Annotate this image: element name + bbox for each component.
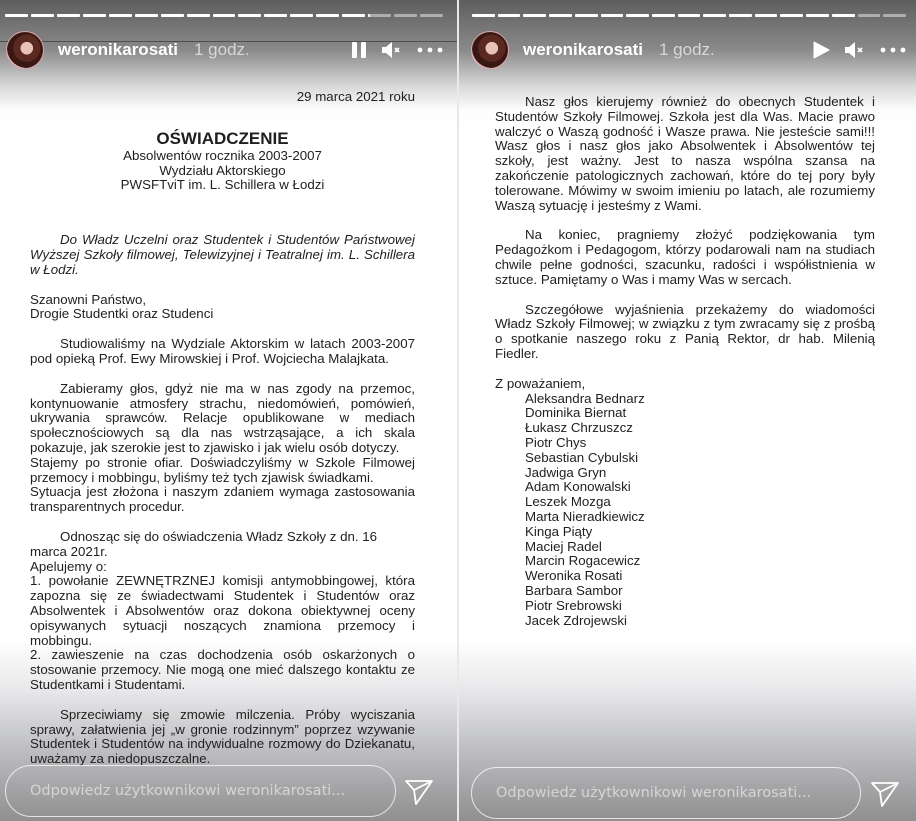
mute-button[interactable] <box>381 41 403 59</box>
progress-segment <box>858 14 881 17</box>
more-options-button[interactable] <box>417 47 443 53</box>
progress-segment <box>420 14 443 17</box>
progress-segment-fill <box>368 14 370 17</box>
progress-segment <box>498 14 521 17</box>
progress-segment-fill <box>601 14 624 17</box>
progress-segment-fill <box>264 14 287 17</box>
story-header <box>471 29 906 71</box>
muted-speaker-icon <box>381 41 403 59</box>
signatory: Łukasz Chrzuszcz <box>525 420 633 436</box>
progress-segment-fill <box>729 14 752 17</box>
signatory: Maciej Radel <box>525 538 602 554</box>
progress-segment <box>626 14 649 17</box>
document-date: 29 marca 2021 roku <box>296 89 415 104</box>
pause-icon <box>351 41 367 59</box>
paragraph: Na koniec, pragniemy złożyć podziękowania tym Pedagożkom i Pedagogom, którzy podarowali nam na studiach chwile pełne godności, szacunku, radości i współistnienia w sztuce. Pamiętamy o Was i mamy Was w sercach. <box>495 227 875 287</box>
progress-segment-fill <box>549 14 572 17</box>
progress-segment <box>83 14 106 17</box>
progress-segment-fill <box>652 14 675 17</box>
progress-segment <box>213 14 236 17</box>
signatory: Dominika Biernat <box>525 405 627 421</box>
progress-segment-fill <box>238 14 261 17</box>
more-dots-icon <box>417 47 443 53</box>
progress-segment-fill <box>83 14 106 17</box>
progress-segment-fill <box>806 14 829 17</box>
progress-segment <box>780 14 803 17</box>
progress-segment-fill <box>832 14 855 17</box>
progress-segment-fill <box>5 14 28 17</box>
reply-input[interactable] <box>496 785 860 801</box>
progress-segment <box>755 14 778 17</box>
progress-segment-fill <box>523 14 546 17</box>
story-controls <box>812 41 906 59</box>
progress-segment <box>678 14 701 17</box>
progress-segment-fill <box>290 14 313 17</box>
progress-segment <box>290 14 313 17</box>
send-icon <box>869 778 901 810</box>
post-time: 1 godz. <box>659 40 715 59</box>
closing-line: Z poważaniem, <box>495 375 586 391</box>
signatory: Piotr Srebrowski <box>525 597 622 613</box>
progress-segment <box>31 14 54 17</box>
signatory: Jadwiga Gryn <box>525 464 607 480</box>
muted-speaker-icon <box>844 41 866 59</box>
appeal-item: 1. powołanie ZEWNĘTRZNEJ komisji antymobbingowej, która zapozna się ze świadectwami Studentek i Studentów oraz Absolwentek i Absolwentów oraz dokona obiektywnej oceny opisywanych sytuacji noszących znamiona przemocy i mobbingu. <box>30 573 415 648</box>
progress-segment <box>264 14 287 17</box>
progress-segment <box>368 14 391 17</box>
progress-segment <box>703 14 726 17</box>
signatory: Sebastian Cybulski <box>525 449 639 465</box>
story-header <box>6 29 443 71</box>
progress-segment <box>472 14 495 17</box>
story-panel-right[interactable] <box>459 0 916 821</box>
paragraph: Sytuacja jest złożona i naszym zdaniem wymaga zastosowania transparentnych procedur. <box>30 484 415 515</box>
progress-segment-fill <box>626 14 649 17</box>
avatar[interactable] <box>6 31 44 69</box>
signatory: Leszek Mozga <box>525 494 611 510</box>
progress-segment <box>161 14 184 17</box>
reply-field[interactable] <box>471 767 861 819</box>
progress-segment <box>57 14 80 17</box>
document-title: OŚWIADCZENIE <box>156 128 289 148</box>
progress-segment <box>806 14 829 17</box>
post-time: 1 godz. <box>194 40 250 59</box>
pause-button[interactable] <box>351 41 367 59</box>
signatory: Jacek Zdrojewski <box>525 612 627 628</box>
progress-segment <box>601 14 624 17</box>
story-controls <box>351 41 443 59</box>
play-button[interactable] <box>812 41 830 59</box>
document-subtitle-line: Wydziału Aktorskiego <box>159 162 286 178</box>
paragraph: Nasz głos kierujemy również do obecnych Studentek i Studentów Szkoły Filmowej. Szkoła jest dla Was. Macie prawo walczyć o Waszą godność i Wasze prawa. Nie jesteście sami!!! Wasz głos i nasz głos jako Absolwentek i Absolwentów tej szkoły, jest ważny. Jest to nasza wspólna szansa na zakończenie patologicznych zachowań, które do tej pory były tolerowane. Mówimy w swoim imieniu po latach, ale rozumiemy Waszą sytuację i jesteśmy z Wami. <box>495 94 875 213</box>
statement-document-page-2 <box>495 95 875 628</box>
statement-document-page-1 <box>30 90 415 767</box>
username-link[interactable]: weronikarosati <box>58 40 178 59</box>
progress-segment <box>549 14 572 17</box>
signatory: Aleksandra Bednarz <box>525 390 645 406</box>
progress-segment <box>187 14 210 17</box>
progress-segment-fill <box>472 14 495 17</box>
progress-segment <box>5 14 28 17</box>
paragraph: Studiowaliśmy na Wydziale Aktorskim w latach 2003-2007 pod opieką Prof. Ewy Mirowskiej i Prof. Wojciecha Malajkata. <box>30 336 415 366</box>
progress-segment-fill <box>161 14 184 17</box>
progress-segment <box>238 14 261 17</box>
progress-segment-fill <box>342 14 365 17</box>
story-progress-bar <box>472 14 906 17</box>
progress-segment-fill <box>109 14 132 17</box>
reply-field[interactable] <box>5 765 396 817</box>
username-link[interactable]: weronikarosati <box>523 40 643 59</box>
progress-segment <box>729 14 752 17</box>
document-addressee: Do Władz Uczelni oraz Studentek i Studentów Państwowej Wyższej Szkoły filmowej, Telewizyjnej i Teatralnej im. L. Schillera w Łodzi. <box>30 232 415 277</box>
signatory: Marcin Rogacewicz <box>525 553 641 569</box>
progress-segment-fill <box>498 14 521 17</box>
signatory: Piotr Chys <box>525 434 587 450</box>
progress-segment-fill <box>316 14 339 17</box>
story-panel-left[interactable] <box>0 0 457 821</box>
signatory: Weronika Rosati <box>525 568 623 584</box>
appeal-intro: Apelujemy o: <box>30 558 107 574</box>
progress-segment-fill <box>678 14 701 17</box>
greeting-line: Drogie Studentki oraz Studenci <box>30 306 214 322</box>
avatar[interactable] <box>471 31 509 69</box>
progress-segment-fill <box>57 14 80 17</box>
progress-segment <box>109 14 132 17</box>
send-button[interactable] <box>403 776 435 808</box>
progress-segment-fill <box>575 14 598 17</box>
progress-segment-fill <box>780 14 803 17</box>
signatory: Kinga Piąty <box>525 523 593 539</box>
progress-segment <box>394 14 417 17</box>
progress-segment <box>575 14 598 17</box>
mute-button[interactable] <box>844 41 866 59</box>
greeting-line: Szanowni Państwo, <box>30 291 147 307</box>
signatory: Barbara Sambor <box>525 582 623 598</box>
send-button[interactable] <box>869 778 901 810</box>
progress-segment <box>342 14 365 17</box>
progress-segment <box>883 14 906 17</box>
more-dots-icon <box>880 47 906 53</box>
paragraph: Zabieramy głos, gdyż nie ma w nas zgody na przemoc, kontynuowanie atmosfery strachu, niedomówień, pomówień, ukrywania sprawców. Relacje opublikowane w mediach społecznościowych są dla nas wstrząsające, a ich skala pokazuje, jak szerokie jest to zjawisko i jak wielu osób dotyczy. <box>30 380 415 455</box>
document-title-block <box>30 129 415 193</box>
progress-segment-fill <box>31 14 54 17</box>
paragraph: Stajemy po stronie ofiar. Doświadczyliśmy w Szkole Filmowej przemocy i mobbingu, byliśmy też tych zjawisk świadkami. <box>30 454 415 485</box>
progress-segment <box>316 14 339 17</box>
more-options-button[interactable] <box>880 47 906 53</box>
reply-input[interactable] <box>30 783 395 799</box>
play-icon <box>812 41 830 59</box>
document-subtitle-line: Absolwentów rocznika 2003-2007 <box>123 147 322 163</box>
progress-segment-fill <box>703 14 726 17</box>
signatory: Adam Konowalski <box>525 479 631 495</box>
paragraph: Odnosząc się do oświadczenia Władz Szkoły z dn. 16 marca 2021r. <box>30 528 378 559</box>
progress-segment <box>832 14 855 17</box>
story-progress-bar <box>5 14 443 17</box>
progress-segment-fill <box>755 14 778 17</box>
paragraph: Szczegółowe wyjaśnienia przekażemy do wiadomości Władz Szkoły Filmowej; w związku z tym zwracamy się z prośbą o spotkanie naszego roku z Panią Rektor, dr hab. Milenią Fiedler. <box>495 301 875 361</box>
appeal-item: 2. zawieszenie na czas dochodzenia osób oskarżonych o stosowanie przemocy. Nie mogą one mieć dalszego kontaktu ze Studentkami i Studentami. <box>30 647 415 692</box>
signatory: Marta Nieradkiewicz <box>525 508 645 524</box>
progress-segment <box>523 14 546 17</box>
progress-segment-fill <box>213 14 236 17</box>
paragraph: Sprzeciwiamy się zmowie milczenia. Próby wyciszania sprawy, załatwienia jej „w gronie rodzinnym” poprzez wzywanie Studentek i Studentów na indywidualne rozmowy do Dziekanatu, uważamy za niedopuszczalne. <box>30 706 415 767</box>
progress-segment-fill <box>135 14 158 17</box>
document-subtitle-line: PWSFTviT im. L. Schillera w Łodzi <box>120 177 325 193</box>
progress-segment <box>135 14 158 17</box>
progress-segment <box>652 14 675 17</box>
progress-segment-fill <box>187 14 210 17</box>
send-icon <box>403 776 435 808</box>
signatories-list <box>495 392 875 629</box>
